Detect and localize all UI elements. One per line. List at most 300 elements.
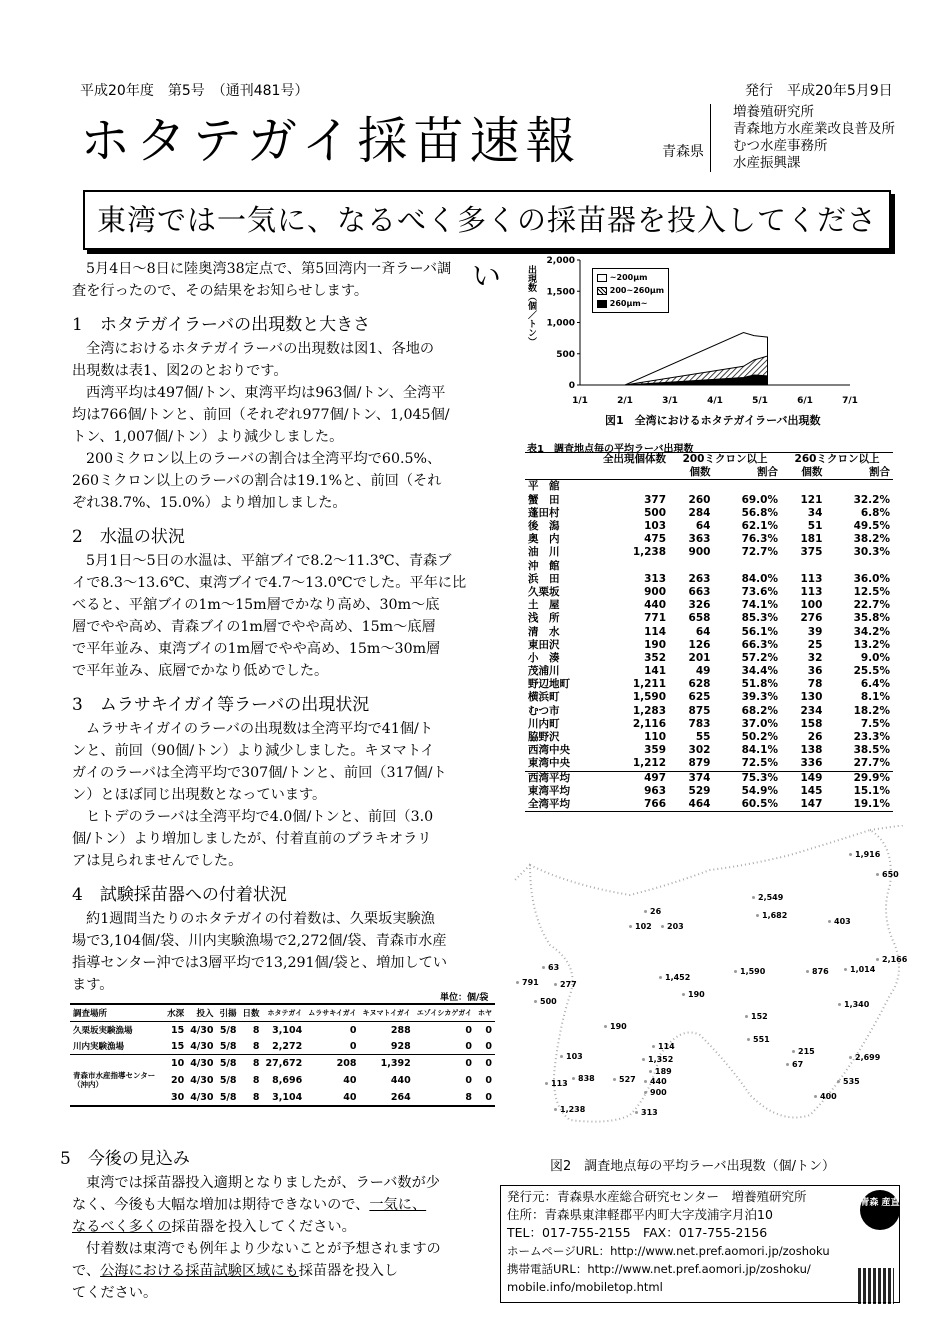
station-label: 551 (753, 1035, 770, 1044)
publisher-address: 住所：青森県東津軽郡平内町大字茂浦字月泊10 (507, 1207, 773, 1222)
table1-station: 蓬田村 (528, 506, 560, 519)
station-dot (545, 1082, 548, 1085)
legend-label: ~200μm (609, 273, 648, 282)
table-row (525, 798, 893, 812)
prefecture-label: 青森県 (662, 144, 704, 160)
section-4-title: 4 試験採苗器への付着状況 (72, 885, 287, 905)
station-label: 2,166 (882, 955, 908, 964)
table1-cell: 8.1% (860, 691, 890, 704)
table1-cell: 302 (688, 744, 711, 757)
table2-cell: 40 (343, 1074, 357, 1086)
station-dot (659, 976, 662, 979)
section-2-line: 5月1日～5日の水温は、平舘ブイで8.2～11.3℃、青森ブ (86, 553, 452, 569)
table2-header: ホタテガイ (267, 1009, 303, 1017)
station-dot (604, 1025, 607, 1028)
table-row (525, 480, 893, 494)
station-dot (542, 966, 545, 969)
station-dot (814, 1095, 817, 1098)
table1-station: 浅 所 (528, 612, 560, 625)
table2-header: 日数 (242, 1009, 260, 1019)
table2-cell: 0 (485, 1040, 492, 1052)
table1-header: 個数 (801, 466, 823, 479)
table-row (525, 652, 893, 665)
table1-cell: 138 (800, 744, 823, 757)
table1-cell: 497 (644, 771, 667, 784)
table1-station: 東湾中央 (528, 757, 570, 770)
table-row (525, 560, 893, 573)
station-dot (649, 1070, 652, 1073)
table1-cell: 190 (644, 638, 667, 651)
table1-header (525, 466, 584, 480)
station-label: 1,238 (560, 1105, 586, 1114)
chart-xtick-label: 5/1 (752, 396, 768, 406)
table1-station: 脇野沢 (528, 731, 560, 744)
table2-header: エゾイシカゲガイ (416, 1009, 472, 1017)
table1-cell (825, 560, 893, 573)
section-5-line: てください。 (72, 1285, 158, 1301)
table1-header: 割合 (869, 466, 890, 479)
station-dot (876, 958, 879, 961)
newsletter-title: ホタテガイ採苗速報 (80, 112, 582, 170)
article-body (72, 258, 497, 996)
section-1-line: 均は766個/トンと、前回（それぞれ977個/トン、1,045個/ (72, 407, 450, 423)
table1-cell: 158 (800, 717, 823, 730)
table2-cell: 208 (336, 1057, 357, 1069)
table1-cell: 57.2% (741, 651, 778, 664)
table1-header: 割合 (757, 466, 778, 479)
section-2-title: 2 水温の状況 (72, 527, 185, 547)
table2-cell: 川内実験漁場 (73, 1042, 125, 1052)
table1-cell: 56.8% (741, 506, 778, 519)
chart-ytick-label: 1,000 (546, 318, 575, 329)
table1-cell: 68.2% (741, 704, 778, 717)
legend-label: 200~260μm (609, 286, 665, 295)
section-2-line: べると、平舘ブイの1m～15m層でかなり高め、30m～底 (72, 597, 440, 613)
station-label: 400 (820, 1092, 837, 1101)
section-5-title: 5 今後の見込み (60, 1149, 190, 1169)
station-label: 1,682 (762, 911, 788, 920)
section-2-line: 層でやや高め、青森ブイの1m層でやや高め、15m～底層 (72, 619, 436, 635)
table1-cell: 113 (800, 585, 823, 598)
table2-cell: 久栗坂実験漁場 (73, 1026, 133, 1036)
station-dot (837, 1080, 840, 1083)
table1-cell: 38.2% (853, 533, 890, 546)
table1-cell: 64 (695, 520, 711, 533)
table-row (525, 678, 893, 691)
table2-cell: 928 (390, 1040, 411, 1052)
table2-header: 引揚 (219, 1009, 237, 1019)
table1-cell: 783 (688, 717, 711, 730)
table2-cell: 青森市水産指導センター（沖内） (73, 1071, 156, 1089)
table1-cell: 73.6% (741, 585, 778, 598)
table1-station: 後 潟 (528, 520, 560, 533)
table1-station: 奥 内 (528, 533, 560, 546)
table1-cell: 27.7% (853, 757, 890, 770)
table1-station: 油 川 (528, 546, 560, 559)
table1-cell: 1,590 (632, 691, 667, 704)
table2-cell: 8 (465, 1091, 472, 1103)
table-row (70, 1055, 495, 1072)
table1-cell: 34.2% (853, 625, 890, 638)
chart-ytick-label: 2,000 (546, 256, 575, 266)
table1-cell: 126 (688, 638, 711, 651)
table1-cell: 130 (800, 691, 823, 704)
station-dot (806, 970, 809, 973)
table-row (525, 785, 893, 798)
table1-cell: 1,212 (632, 757, 667, 770)
table1-cell (781, 560, 825, 573)
table2-cell: 440 (390, 1074, 411, 1086)
table1-cell: 69.0% (741, 493, 778, 506)
table1-station: 野辺地町 (528, 678, 570, 691)
section-3-line: ン）とほぼ同じ出現数となっています。 (72, 787, 327, 803)
table2-cell: 0 (349, 1024, 357, 1036)
chart-xtick-label: 4/1 (707, 396, 723, 406)
table1-cell: 2,116 (632, 717, 667, 730)
table1-cell: 12.5% (853, 585, 890, 598)
station-dot (828, 920, 831, 923)
station-label: 1,590 (740, 967, 766, 976)
station-dot (644, 1080, 647, 1083)
intro-line: 5月4日～8日に陸奥湾38定点で、第5回湾内一斉ラーバ調 (86, 261, 452, 277)
table1-station: 平 舘 (528, 480, 560, 493)
publishing-organizations (710, 104, 895, 172)
table1-cell (584, 480, 669, 494)
table1-cell: 35.8% (853, 612, 890, 625)
section-3-line: ガイのラーバは全湾平均で307個/トンと、前回（317個/ト (72, 765, 447, 781)
section-5-text: 採苗器を投入し (298, 1263, 399, 1279)
table1-cell: 628 (688, 678, 711, 691)
table1-cell: 326 (688, 599, 711, 612)
table1-station: 清 水 (528, 625, 560, 638)
table1-station: 茂浦川 (528, 665, 560, 678)
table2-header: ムラサキイガイ (308, 1009, 357, 1017)
table-row (525, 546, 893, 559)
table2-cell (70, 1089, 164, 1106)
table2-cell: 30 (170, 1091, 185, 1103)
table1-cell: 263 (688, 572, 711, 585)
station-label: 203 (667, 922, 684, 931)
table1-station: 土 屋 (528, 599, 560, 612)
table1-station: 西湾中央 (528, 744, 570, 757)
table-row (525, 573, 893, 586)
station-dot (560, 1055, 563, 1058)
table1-cell: 260 (688, 493, 711, 506)
station-label: 403 (834, 917, 851, 926)
table1-cell: 84.1% (741, 744, 778, 757)
larvae-table (525, 452, 893, 812)
org-item: 増養殖研究所 (733, 104, 814, 120)
table2-cell: 1,392 (380, 1057, 411, 1069)
table-row (525, 533, 893, 546)
table1-cell: 6.4% (860, 678, 890, 691)
station-label: 2,699 (855, 1053, 881, 1062)
legend-label: 260μm~ (609, 299, 648, 308)
station-label: 114 (658, 1042, 675, 1051)
table1-station: 東湾平均 (528, 784, 570, 797)
table1-station: 浜 田 (528, 572, 560, 585)
station-label: 2,549 (758, 893, 784, 902)
table-row (525, 665, 893, 678)
table1-cell: 121 (800, 493, 823, 506)
table2-cell: 0 (349, 1040, 357, 1052)
publisher-contact: TEL：017-755-2155 FAX：017-755-2156 (507, 1225, 768, 1240)
table1-cell: 36.0% (853, 572, 890, 585)
table-row (525, 757, 893, 771)
table1-cell: 6.8% (860, 506, 890, 519)
station-dot (642, 1058, 645, 1061)
station-dot (652, 1045, 655, 1048)
table-row (70, 1089, 495, 1106)
table2-cell: 264 (390, 1091, 411, 1103)
station-label: 67 (792, 1060, 804, 1069)
station-label: 900 (650, 1088, 667, 1097)
table2-cell: 8 (252, 1024, 260, 1036)
table1-station: 小 湊 (528, 651, 560, 664)
table2-cell: 0 (465, 1024, 472, 1036)
table2-cell (70, 1055, 164, 1072)
table1-cell: 771 (644, 612, 667, 625)
table1-cell: 51 (807, 520, 823, 533)
table1-cell: 39.3% (741, 691, 778, 704)
table2-cell: 0 (485, 1091, 492, 1103)
table2-cell: 0 (465, 1074, 472, 1086)
larvae-chart (520, 250, 860, 430)
table2-cell: 2,272 (272, 1040, 303, 1052)
table1-station: 全湾平均 (528, 797, 570, 810)
table2-header: 水深 (167, 1009, 185, 1019)
section-1-line: 全湾におけるホタテガイラーバの出現数は図1、各地の (86, 341, 435, 357)
section-3-line: ヒトデのラーバは全湾平均で4.0個/トンと、前回（3.0 (86, 809, 434, 825)
station-label: 1,340 (844, 1000, 870, 1009)
section-5-text: なく、今後も大幅な増加は期待できないので、 (72, 1197, 370, 1213)
table2-cell: 8,696 (272, 1074, 303, 1086)
table-row (70, 1071, 495, 1089)
table1-cell: 72.5% (741, 757, 778, 770)
station-label: 103 (566, 1052, 583, 1061)
section-3-line: ムラサキイガイのラーバの出現数は全湾平均で41個/ト (86, 721, 434, 737)
table1-station: 蟹 田 (528, 493, 560, 506)
station-label: 535 (843, 1077, 860, 1086)
table1-cell: 23.3% (853, 731, 890, 744)
station-dot (745, 1015, 748, 1018)
qr-code-icon (858, 1268, 894, 1304)
table2-cell: 8 (252, 1040, 260, 1052)
table1-cell: 75.3% (741, 771, 778, 784)
table2-cell: 0 (485, 1074, 492, 1086)
table2-cell: 8 (252, 1074, 260, 1086)
table-row (525, 731, 893, 744)
station-dot (844, 968, 847, 971)
table-row (70, 1022, 495, 1039)
mobile-link-cont[interactable]: mobile.info/mobiletop.html (507, 1280, 663, 1294)
table1-cell: 900 (688, 546, 711, 559)
station-label: 63 (548, 963, 560, 972)
table1-cell (713, 480, 781, 494)
table1-cell (825, 480, 893, 494)
table2-cell: 10 (170, 1057, 185, 1069)
table-row (70, 1038, 495, 1055)
station-label: 838 (578, 1074, 595, 1083)
station-label: 277 (560, 980, 577, 989)
table1-cell: 145 (800, 784, 823, 797)
table-row (525, 612, 893, 625)
table2-cell: 4/30 (190, 1040, 214, 1052)
table1-cell: 1,238 (632, 546, 667, 559)
table-row (525, 494, 893, 507)
table1-cell: 66.3% (741, 638, 778, 651)
table1-cell: 74.1% (741, 599, 778, 612)
table1-cell: 500 (644, 506, 667, 519)
table1-cell: 284 (688, 506, 711, 519)
station-label: 26 (650, 907, 662, 916)
table2-header: 調査場所 (73, 1009, 108, 1019)
table1-cell: 19.1% (853, 797, 890, 810)
table1-cell: 464 (688, 797, 711, 810)
table2-cell: 4/30 (190, 1074, 214, 1086)
homepage-link[interactable]: ホームページURL：http://www.net.pref.aomori.jp/zoshoku (507, 1244, 830, 1258)
table-row (525, 507, 893, 520)
table1-cell: 64 (695, 625, 711, 638)
table1-cell: 377 (644, 493, 667, 506)
table2-cell: 0 (465, 1040, 472, 1052)
section-4-line: ます。 (72, 977, 114, 993)
station-label: 650 (882, 870, 899, 879)
table1-cell: 29.9% (853, 771, 890, 784)
table1-cell: 276 (800, 612, 823, 625)
station-label: 113 (551, 1079, 568, 1088)
table1-cell (669, 480, 713, 494)
table1-cell: 32.2% (853, 493, 890, 506)
table1-cell: 440 (644, 599, 667, 612)
issue-number: 平成20年度 第5号 （通刊481号） (80, 83, 309, 99)
table1-cell: 900 (644, 585, 667, 598)
station-label: 1,916 (855, 850, 881, 859)
intro-line: 査を行ったので、その結果をお知らせします。 (72, 283, 369, 299)
table2-header: ホヤ (478, 1009, 492, 1017)
section-3-line: 個/トン）より増加しましたが、付着直前のブラキオラリ (72, 831, 432, 847)
table1-cell: 56.1% (741, 625, 778, 638)
table2-unit: 単位：個/袋 (440, 993, 489, 1003)
table2-cell: 20 (170, 1074, 185, 1086)
table2-cell: 5/8 (219, 1074, 237, 1086)
table2-cell: 0 (465, 1057, 472, 1069)
table1-cell: 49.5% (853, 520, 890, 533)
table1-cell: 113 (800, 572, 823, 585)
table1-cell: 22.7% (853, 599, 890, 612)
station-dot (838, 1003, 841, 1006)
aomori-seal-logo: 青森 産直 (860, 1190, 900, 1230)
section-3-title: 3 ムラサキイガイ等ラーバの出現状況 (72, 695, 370, 715)
section-5-line: 東湾では採苗器投入適期となりましたが、ラーバ数が少 (86, 1175, 440, 1191)
table2-cell: 15 (170, 1024, 185, 1036)
table1-station: 西湾平均 (528, 771, 570, 784)
table1-cell: 51.8% (741, 678, 778, 691)
mobile-link[interactable]: 携帯電話URL：http://www.net.pref.aomori.jp/zoshoku/ (507, 1262, 811, 1276)
table1-cell: 141 (644, 665, 667, 678)
table1-cell: 201 (688, 651, 711, 664)
table1-cell: 658 (688, 612, 711, 625)
table1-station: 東田沢 (528, 638, 560, 651)
table1-cell (781, 480, 825, 494)
table1-station: 横浜町 (528, 691, 560, 704)
table1-cell: 78 (807, 678, 823, 691)
table1-cell: 663 (688, 585, 711, 598)
table1-cell: 37.0% (741, 717, 778, 730)
table1-cell: 879 (688, 757, 711, 770)
table2-cell: 0 (485, 1057, 492, 1069)
station-label: 190 (610, 1022, 627, 1031)
table-row (525, 705, 893, 718)
table-row (525, 639, 893, 652)
section-3-line: アは見られませんでした。 (72, 853, 243, 869)
section-1-line: 260ミクロン以上のラーバの割合は19.1%と、前回（それ (72, 473, 442, 489)
table1-cell: 352 (644, 651, 667, 664)
table1-cell: 963 (644, 784, 667, 797)
table1-cell: 32 (807, 651, 823, 664)
table1-cell: 54.9% (741, 784, 778, 797)
table1-cell: 60.5% (741, 797, 778, 810)
section-2-line: で平年並み、東湾ブイの1m層でやや高め、15m～30m層 (72, 641, 441, 657)
table2-cell: 3,104 (272, 1091, 303, 1103)
station-label: 876 (812, 967, 829, 976)
section-2-line: で平年並み、底層でかなり低めでした。 (72, 663, 329, 679)
chart-xtick-label: 7/1 (842, 396, 858, 406)
map-labels (510, 825, 910, 1155)
table1-station: 久栗坂 (528, 585, 560, 598)
table2-cell: 3,104 (272, 1024, 303, 1036)
table-row (525, 586, 893, 599)
table1-station: 川内町 (528, 717, 560, 730)
table1-cell: 85.3% (741, 612, 778, 625)
station-dot (572, 1077, 575, 1080)
station-dot (752, 896, 755, 899)
org-item: 青森地方水産業改良普及所 (733, 121, 895, 137)
station-label: 1,452 (665, 973, 691, 982)
section-1-title: 1 ホタテガイラーバの出現数と大きさ (72, 315, 371, 335)
table1-cell: 149 (800, 771, 823, 784)
table-row (525, 691, 893, 704)
table1-cell: 15.1% (853, 784, 890, 797)
station-dot (534, 1000, 537, 1003)
table1-cell: 766 (644, 797, 667, 810)
station-dot (876, 873, 879, 876)
chart-ytick-label: 500 (556, 349, 575, 360)
station-label: 102 (635, 922, 652, 931)
table2-cell: 8 (252, 1091, 260, 1103)
table1-cell: 875 (688, 704, 711, 717)
table1-header: 全出現個体数 (603, 453, 667, 466)
section-1-line: 西湾平均は497個/トン、東湾平均は963個/トン、全湾平 (86, 385, 446, 401)
table1-cell: 30.3% (853, 546, 890, 559)
table1-cell: 39 (807, 625, 823, 638)
table1-cell: 1,211 (632, 678, 667, 691)
table2-cell: 4/30 (190, 1057, 214, 1069)
chart-ylabel: 出現数（個／トン） (526, 265, 536, 346)
table2-header: 投入 (196, 1009, 214, 1019)
station-dot (554, 1108, 557, 1111)
table2-cell: 4/30 (190, 1024, 214, 1036)
table1-cell: 625 (688, 691, 711, 704)
station-label: 1,014 (850, 965, 876, 974)
section-1-line: 出現数は表1、図2のとおりです。 (72, 363, 288, 379)
table1-cell: 234 (800, 704, 823, 717)
chart-title: 図1 全湾におけるホタテガイラーバ出現数 (605, 414, 821, 427)
station-label: 215 (798, 1047, 815, 1056)
table1-cell: 110 (644, 731, 667, 744)
headline-box: 東湾では一気に、なるべく多くの採苗器を投入してください (83, 190, 891, 250)
section-4-line: 約1週間当たりのホタテガイの付着数は、久栗坂実験漁 (86, 911, 435, 927)
